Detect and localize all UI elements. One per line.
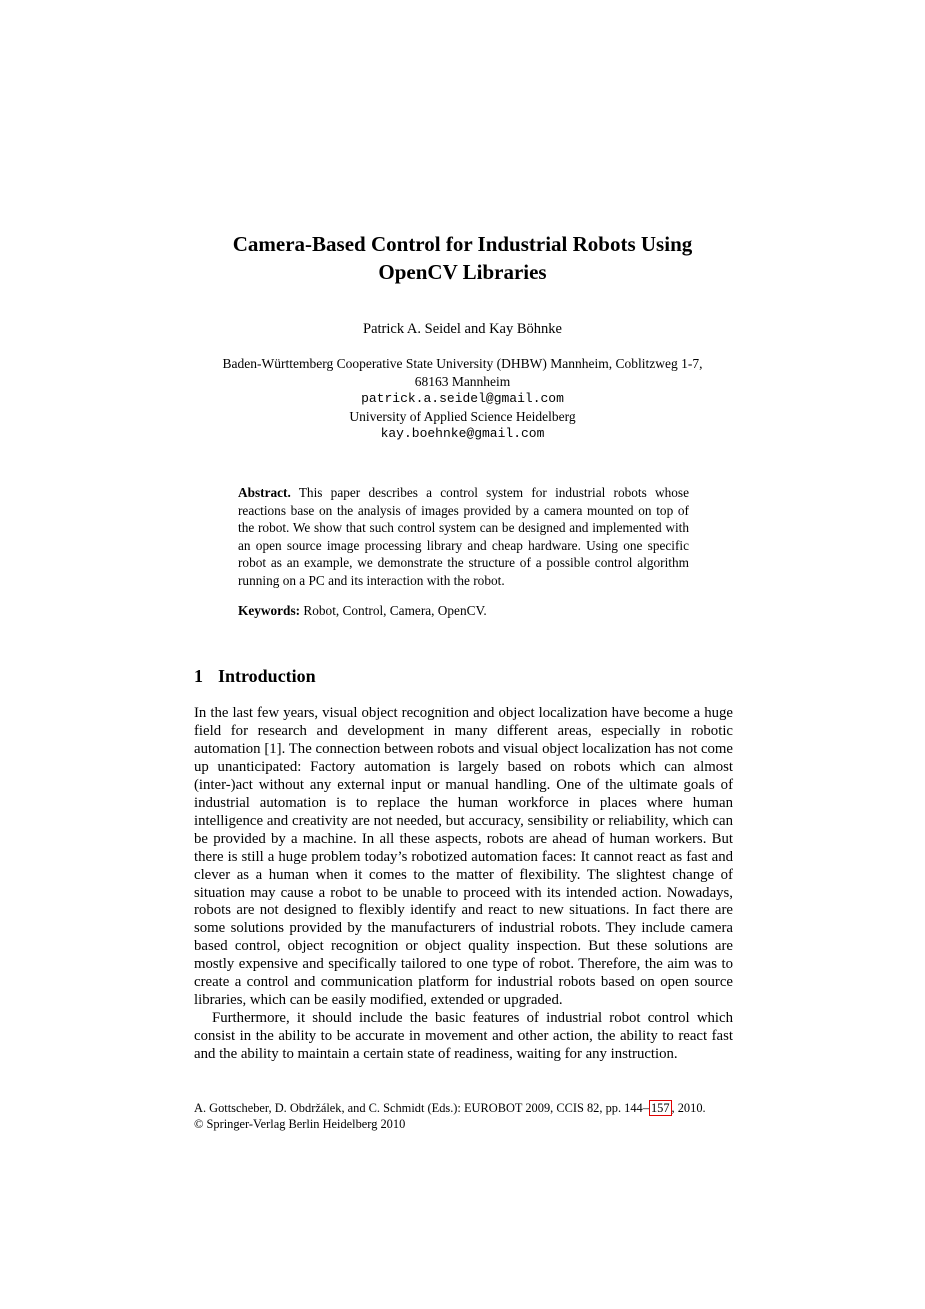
title-line-1: Camera-Based Control for Industrial Robots Using [232, 232, 693, 256]
citation-footer [194, 1101, 754, 1132]
paragraph-1: In the last few years, visual object recognition and object localization have become a huge field for research and development in many different areas, especially in robotic automation [1]. The connection between robots and visual object localization has not come up unanticipated: Factory automation is largely based on robots which can almost (inter-)act without any external input or manual handling. One of the ultimate goals of industrial automation is to replace the human workforce in places where human intelligence and creativity are not needed, but accuracy, sensibility or reliability, which can be provided by a machine. In all these aspects, robots are ahead of human workers. But there is still a huge problem today’s robotized automation faces: It cannot react as fast and clever as a human when it comes to the matter of flexibility. The slightest change of situation may cause a robot to be unable to proceed with its intended action. Nowadays, robots are not designed to flexibly identify and react to new situations. In fact there are some solutions provided by the manufacturers of industrial robots. They include camera based control, object recognition or object quality inspection. But these solutions are mostly expensive and specifically tailored to one type of robot. Therefore, the aim was to create a control and communication platform for industrial robots based on open source libraries, which can be easily modified, extended or upgraded. [194, 705, 733, 1009]
introduction-body [194, 705, 733, 1064]
affiliation-1-line-1: Baden-Württemberg Cooperative State University (DHBW) Mannheim, Coblitzweg 1-7, [222, 356, 703, 371]
author-1-email[interactable]: patrick.a.seidel@gmail.com [361, 391, 564, 407]
affiliation-1-line-2: 68163 Mannheim [414, 373, 511, 389]
citation-line [194, 1101, 754, 1117]
section-title: Introduction [218, 666, 316, 686]
keywords-text: Robot, Control, Camera, OpenCV. [303, 603, 487, 618]
copyright-line: © Springer-Verlag Berlin Heidelberg 2010 [194, 1116, 406, 1131]
paper-title [160, 230, 765, 286]
title-line-2: OpenCV Libraries [378, 260, 547, 284]
abstract-label: Abstract. [238, 485, 291, 500]
section-number: 1 [194, 666, 203, 686]
abstract-text: This paper describes a control system for industrial robots whose reactions base on the analysis of images provided by a camera mounted on top of the robot. We show that such control system can be designed and implemented with an open source image processing library and cheap hardware. Using one specific robot as an example, we demonstrate the structure of a possible control algorithm running on a PC and its interaction with the robot. [238, 485, 689, 588]
affiliation-2: University of Applied Science Heidelberg [349, 408, 576, 424]
author-2-email[interactable]: kay.boehnke@gmail.com [380, 426, 545, 442]
paragraph-2: Furthermore, it should include the basic features of industrial robot control which consist in the ability to be accurate in movement and other action, the ability to react fast and the ability to maintain a certain state of readiness, waiting for any instruction. [194, 1010, 733, 1063]
citation-prefix: A. Gottscheber, D. Obdržálek, and C. Schmidt (Eds.): EUROBOT 2009, CCIS 82, pp. 144– [194, 1101, 649, 1115]
keywords [238, 602, 689, 620]
page-end-link[interactable]: 157 [650, 1101, 670, 1115]
affiliation-block [160, 355, 765, 443]
abstract [238, 484, 689, 589]
section-heading-introduction [194, 664, 316, 688]
author-list: Patrick A. Seidel and Kay Böhnke [363, 321, 562, 337]
citation-suffix: , 2010. [671, 1101, 706, 1115]
keywords-label: Keywords: [238, 603, 301, 618]
